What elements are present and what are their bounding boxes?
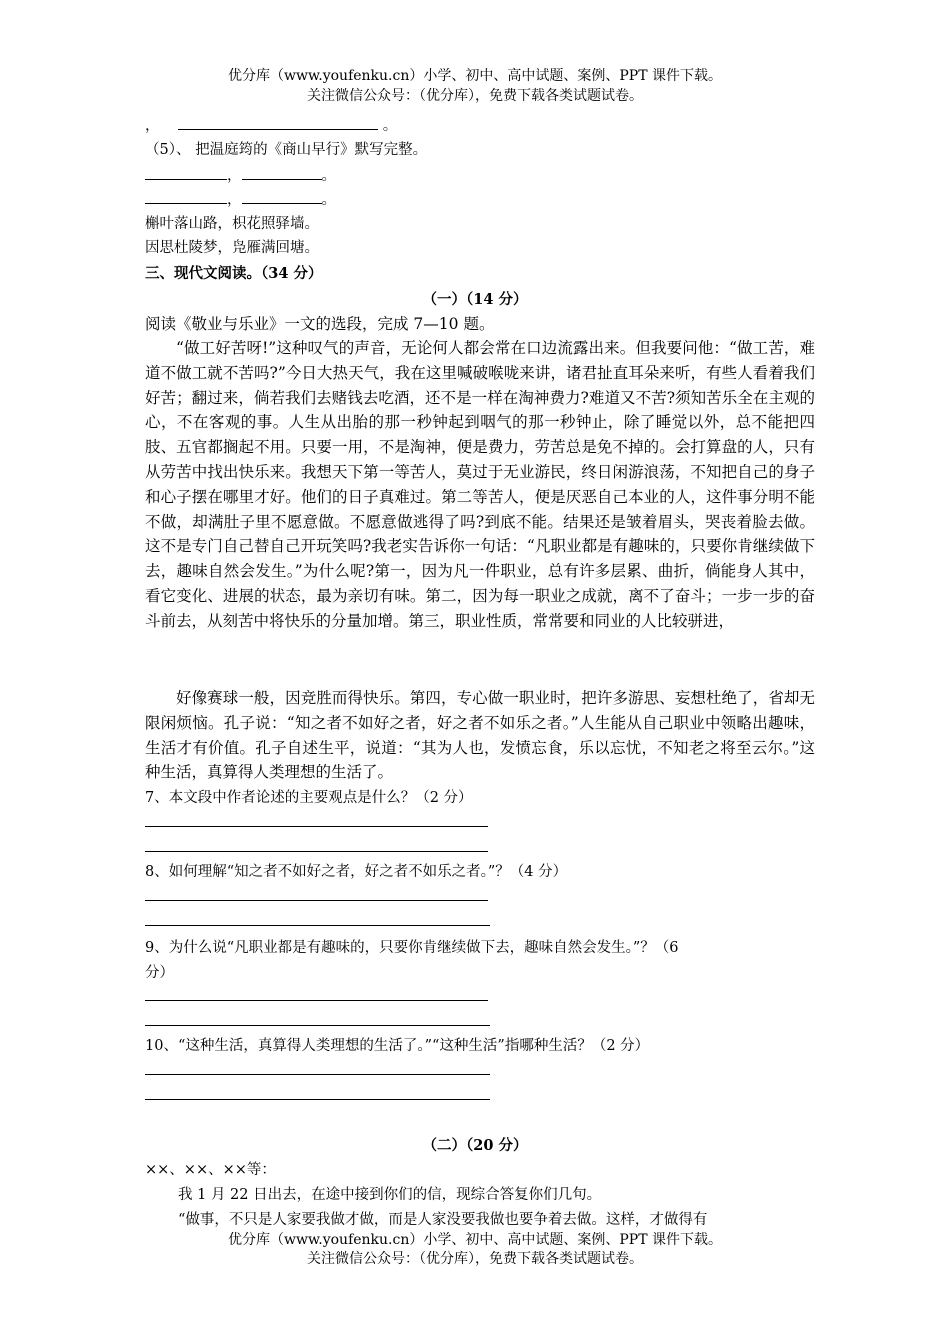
question-9-line-2: 分） — [145, 965, 174, 981]
answer-blank[interactable] — [242, 165, 322, 180]
passage-paragraph-2: 好像赛球一般，因竞胜而得快乐。第四，专心做一职业时，把许多游思、妄想杜绝了，省却无限闲烦恼。孔子说：“知之者不如好之者，好之者不如乐之者。”人生能从自己职业中领略出趣味，生活才有价值。孔子自述生平，说道：“其为人也，发愤忘食，乐以忘忧，不知老之将至云尔。”这种生活，真算得人类理想的生活了。 — [145, 689, 815, 782]
answer-line[interactable] — [145, 1025, 490, 1026]
poem-blank-line-1 — [145, 164, 835, 185]
part3-title: 三、现代文阅读。（34 分） — [145, 265, 323, 282]
line-suffix: 。 — [382, 118, 398, 134]
question-7: 7、本文段中作者论述的主要观点是什么？（2 分） — [145, 790, 473, 806]
question-9-line-1: 9、为什么说“凡职业都是有趣味的，只要你肯继续做下去，趣味自然会发生。”？（6 — [145, 940, 679, 956]
passage-paragraph-1: “做工好苦呀!”这种叹气的声音，无论何人都会常在口边流露出来。但我要问他：“做工苦，难道不做工就不苦吗?”今日大热天气，我在这里喊破喉咙来讲，诸君扯直耳朵来听，有些人看着我们好苦；翻过来，倘若我们去赌钱去吃酒，还不是一样在淘神费力?难道又不苦?须知苦乐全在主观的心，不在客观的事。人生从出胎的那一秒钟起到咽气的那一秒钟止，除了睡觉以外，总不能把四肢、五官都搁起不用。只要一用，不是淘神，便是费力，劳苦总是免不掉的。会打算盘的人，只有从劳苦中找出快乐来。我想天下第一等苦人，莫过于无业游民，终日闲游浪荡，不知把自己的身子和心子摆在哪里才好。他们的日子真难过。第二等苦人，便是厌恶自己本业的人，这件事分明不能不做，却满肚子里不愿意做。不愿意做逃得了吗?到底不能。结果还是皱着眉头，哭丧着脸去做。这不是专门自己替自己开玩笑吗?我老实告诉你一句话：“凡职业都是有趣味的，只要你肯继续做下去，趣味自然会发生。”为什么呢?第一，因为凡一件职业，总有许多层累、曲折，倘能身人其中，看它变化、进展的状态，最为亲切有味。第二，因为每一职业之成就，离不了奋斗；一步一步的奋斗前去，从刻苦中将快乐的分量加增。第三，职业性质，常常要和同业的人比较骈进， — [145, 339, 815, 630]
header-line-2: 关注微信公众号：（优分库），免费下载各类试题试卷。 — [307, 88, 643, 104]
question-10: 10、“这种生活，真算得人类理想的生活了。”“这种生活”指哪种生活？（2 分） — [145, 1038, 650, 1054]
poem-line-3: 槲叶落山路，枳花照驿墙。 — [145, 216, 319, 232]
line-prefix: ， — [145, 118, 160, 134]
answer-line[interactable] — [145, 900, 488, 901]
answer-line[interactable] — [145, 1000, 488, 1001]
answer-blank[interactable] — [178, 115, 378, 130]
comma: ， — [227, 192, 242, 208]
footer-line-1: 优分库（www.youfenku.cn）小学、初中、高中试题、案例、PPT 课件下载。 — [227, 1232, 722, 1248]
answer-blank[interactable] — [242, 189, 322, 204]
reading-instruction: 阅读《敬业与乐业》一文的选段，完成 7—10 题。 — [145, 315, 495, 333]
footer-line-2: 关注微信公众号：（优分库），免费下载各类试题试卷。 — [307, 1251, 643, 1267]
poem-previous-line — [145, 114, 835, 135]
poem-blank-line-2 — [145, 188, 835, 209]
section2-title: （二）（20 分） — [422, 1137, 528, 1154]
answer-line[interactable] — [145, 851, 488, 852]
question-8: 8、如何理解“知之者不如好之者，好之者不如乐之者。”？（4 分） — [145, 864, 568, 880]
answer-line[interactable] — [145, 925, 490, 926]
letter-salutation: ××、××、××等： — [145, 1162, 276, 1178]
answer-line[interactable] — [145, 1074, 490, 1075]
poem-line-4: 因思杜陵梦，凫雁满回塘。 — [145, 240, 319, 256]
answer-line[interactable] — [145, 1099, 490, 1100]
letter-line-1: 我 1 月 22 日出去，在途中接到你们的信，现综合答复你们几句。 — [178, 1187, 602, 1203]
answer-line[interactable] — [145, 826, 488, 827]
header-line-1: 优分库（www.youfenku.cn）小学、初中、高中试题、案例、PPT 课件下载。 — [227, 68, 722, 84]
answer-blank[interactable] — [145, 189, 227, 204]
section1-title: （一）（14 分） — [422, 291, 528, 308]
period: 。 — [321, 168, 336, 184]
period: 。 — [321, 192, 336, 208]
answer-blank[interactable] — [145, 165, 227, 180]
question-5: （5）、 把温庭筠的《商山早行》默写完整。 — [145, 142, 428, 158]
comma: ， — [227, 168, 242, 184]
letter-line-2: “做事，不只是人家要我做才做，而是人家没要我做也要争着去做。这样，才做得有 — [178, 1212, 708, 1228]
